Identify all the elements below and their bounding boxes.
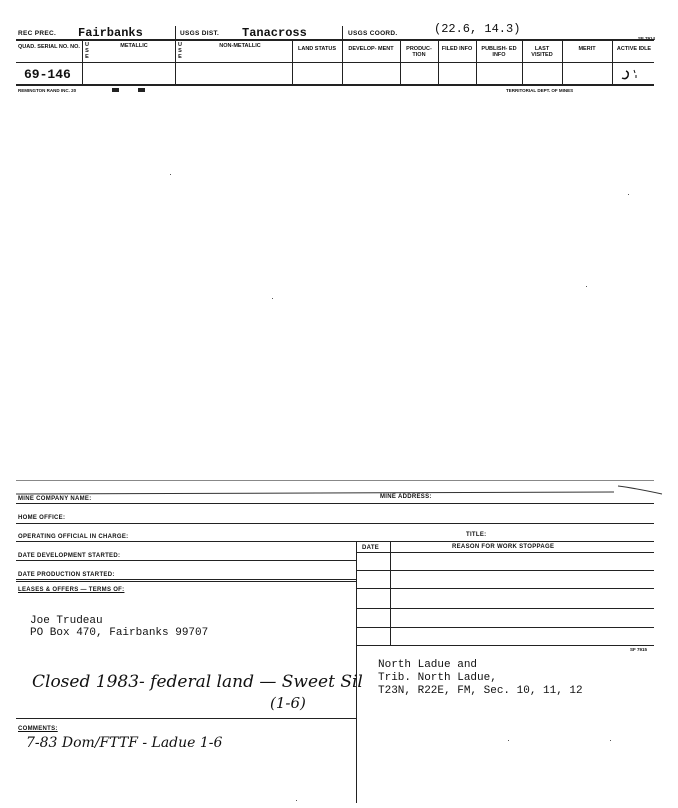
usgs-coord-value: (22.6, 14.3)	[434, 22, 521, 36]
col-filed-info: FILED INFO	[441, 46, 473, 52]
date-production-label: DATE PRODUCTION STARTED:	[18, 572, 115, 578]
form-code-lower: SF 7915	[630, 647, 648, 652]
operating-official-label: OPERATING OFFICIAL IN CHARGE:	[18, 534, 129, 540]
form-code: SF 7914	[638, 36, 656, 41]
home-office-label: HOME OFFICE:	[18, 515, 66, 521]
col-active-idle: ACTIVE IDLE	[616, 46, 652, 52]
comments-label: COMMENTS:	[18, 726, 58, 732]
col-merit: MERIT	[578, 46, 596, 52]
handwritten-claim-range: (1-6)	[270, 694, 306, 712]
location-line-3: T23N, R22E, FM, Sec. 10, 11, 12	[378, 685, 583, 697]
usgs-dist-label: USGS DIST.	[180, 30, 220, 37]
col-land-status: LAND STATUS	[298, 46, 336, 52]
col-development: DEVELOP- MENT	[348, 46, 394, 52]
location-line-1: North Ladue and	[378, 659, 478, 671]
title-label: TITLE:	[466, 532, 487, 538]
owner-name: Joe Trudeau	[30, 615, 103, 627]
header-rule	[16, 39, 654, 41]
col-use-2: U S E	[178, 42, 182, 60]
row-rule	[16, 84, 654, 86]
record-number: 69-146	[24, 67, 71, 82]
col-non-metallic: NON-METALLIC	[219, 43, 261, 49]
col-last-visited: LAST VISITED	[531, 46, 553, 58]
usgs-coord-label: USGS COORD.	[348, 30, 398, 37]
column-rule	[16, 62, 654, 63]
leases-label: LEASES & OFFERS — TERMS OF:	[18, 587, 125, 593]
mine-company-label: MINE COMPANY NAME:	[18, 496, 92, 502]
active-idle-mark	[612, 64, 652, 84]
reason-column-label: REASON FOR WORK STOPPAGE	[452, 544, 555, 550]
comments-value: 7-83 Dom/FTTF - Ladue 1-6	[26, 735, 223, 751]
rec-prec-value: Fairbanks	[78, 26, 143, 40]
col-use: U S E	[85, 42, 89, 60]
printer-imprint: REMINGTON RAND INC. 20	[18, 88, 77, 93]
col-published-info: PUBLISH- ED INFO	[481, 46, 517, 58]
location-line-2: Trib. North Ladue,	[378, 672, 497, 684]
col-quad-serial: QUAD. SERIAL NO. NO.	[18, 44, 80, 50]
col-production: PRODUC- TION	[406, 46, 432, 58]
territorial-imprint: TERRITORIAL DEPT. OF MINES	[506, 88, 574, 93]
col-metallic: METALLIC	[120, 43, 148, 49]
date-column-label: DATE	[362, 545, 380, 551]
date-development-label: DATE DEVELOPMENT STARTED:	[18, 553, 121, 559]
handwritten-closure-note: Closed 1983- federal land — Sweet Sil	[32, 672, 363, 692]
usgs-dist-value: Tanacross	[242, 26, 307, 40]
rec-prec-label: REC PREC.	[18, 30, 57, 37]
owner-address: PO Box 470, Fairbanks 99707	[30, 627, 209, 639]
mine-address-label: MINE ADDRESS:	[380, 494, 432, 500]
